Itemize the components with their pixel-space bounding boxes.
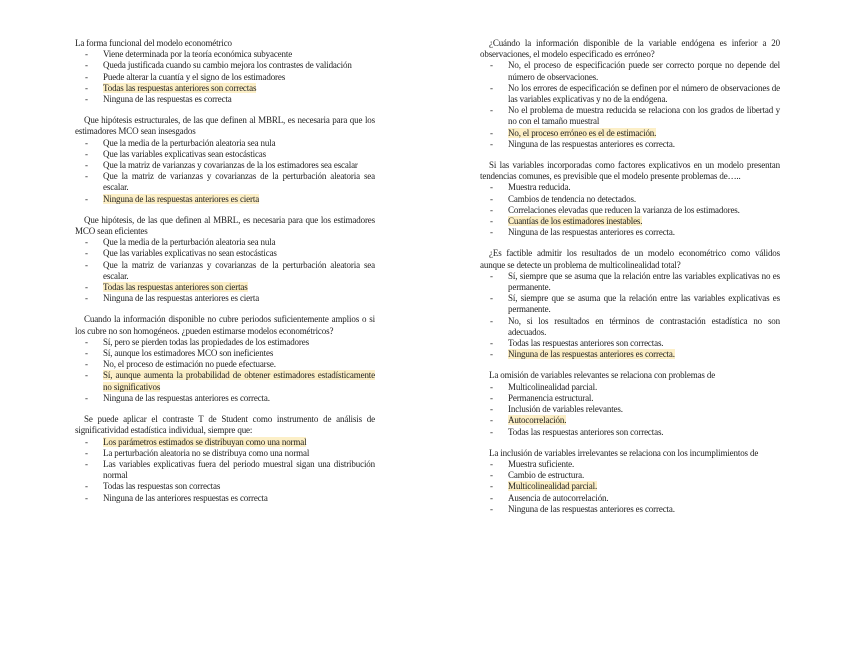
answer-option xyxy=(75,160,375,171)
answer-option-text: Todas las respuestas anteriores son correctas. xyxy=(508,426,664,437)
answer-option-text: Los parámetros estimados se distribuyan como una normal xyxy=(103,436,307,447)
answer-option-text: Autocorrelación. xyxy=(508,415,567,426)
answer-option-text: Todas las respuestas anteriores son ciertas xyxy=(103,282,248,293)
answer-option-text: Ninguna de las respuestas anteriores es correcta. xyxy=(508,503,675,514)
answer-option-highlighted xyxy=(75,194,375,205)
answer-option-text: Inclusión de variables relevantes. xyxy=(508,404,623,415)
left-column xyxy=(75,38,375,514)
answer-option xyxy=(75,359,375,370)
answer-option-highlighted xyxy=(75,437,375,448)
question-text: La omisión de variables relevantes se relaciona con problemas de xyxy=(489,370,716,381)
answer-option xyxy=(75,348,375,359)
answer-option-text: Ninguna de las respuestas anteriores es correcta. xyxy=(508,227,675,238)
answer-option xyxy=(75,459,375,481)
answer-option-highlighted xyxy=(480,216,780,227)
answer-option-text: Todas las respuestas son correctas xyxy=(103,481,221,492)
answer-option xyxy=(480,382,780,393)
answer-list xyxy=(75,49,375,105)
question-block xyxy=(480,370,780,437)
answer-option-text: Cambios de tendencia no detectados. xyxy=(508,193,636,204)
answer-option xyxy=(75,260,375,282)
answer-option xyxy=(75,293,375,304)
question-block xyxy=(480,448,780,515)
answer-option xyxy=(480,293,780,315)
answer-option-text: Que la matriz de varianzas y covarianzas de la los estimadores sea escalar xyxy=(103,160,358,171)
question-block xyxy=(75,414,375,504)
answer-option xyxy=(75,94,375,105)
answer-option xyxy=(480,393,780,404)
question-text: Si las variables incorporadas como factores explicativos en un modelo presentan tendencias comunes, es previsible que el modelo presente problemas de….. xyxy=(480,160,780,182)
answer-option-text: Todas las respuestas anteriores son correctas. xyxy=(508,338,664,349)
question-text: La forma funcional del modelo econométrico xyxy=(75,38,232,48)
answer-option-text: Ninguna de las respuestas anteriores es correcta. xyxy=(508,349,675,360)
answer-option-text: Ninguna de las respuestas anteriores es cierta xyxy=(103,293,260,304)
question-block xyxy=(480,38,780,150)
answer-option-text: Sí, pero se pierden todas las propiedades de los estimadores xyxy=(103,336,309,347)
answer-option-text: Que la matriz de varianzas y covarianzas de la perturbación aleatoria sea escalar. xyxy=(103,259,375,281)
answer-option xyxy=(480,105,780,127)
answer-option-text: Que las variables explicativas no sean estocásticas xyxy=(103,248,277,259)
answer-option xyxy=(480,470,780,481)
answer-option xyxy=(480,493,780,504)
answer-option xyxy=(75,337,375,348)
answer-option-text: Que la media de la perturbación aleatoria sea nula xyxy=(103,137,276,148)
answer-option xyxy=(75,49,375,60)
answer-option-text: Muestra suficiente. xyxy=(508,458,575,469)
answer-option-text: Multicolinealidad parcial. xyxy=(508,381,598,392)
answer-option-text: Cambio de estructura. xyxy=(508,470,585,481)
answer-option xyxy=(480,205,780,216)
answer-option xyxy=(75,248,375,259)
answer-option-text: Las variables explicativas fuera del periodo muestral sigan una distribución normal xyxy=(103,458,375,481)
answer-option-text: Permanencia estructural. xyxy=(508,392,594,403)
answer-option xyxy=(480,427,780,438)
answer-option-text: Muestra reducida. xyxy=(508,182,571,193)
answer-option-text: Ninguna de las respuestas anteriores es correcta. xyxy=(103,392,270,403)
answer-option-highlighted xyxy=(480,349,780,360)
question-block xyxy=(75,38,375,105)
answer-option-text: Ninguna de las anteriores respuestas es correcta xyxy=(103,492,268,503)
answer-option xyxy=(75,237,375,248)
answer-option xyxy=(75,493,375,504)
answer-list xyxy=(75,337,375,404)
answer-option-text: Sí, aunque los estimadores MCO son ineficientes xyxy=(103,348,274,359)
answer-list xyxy=(480,382,780,438)
question-block xyxy=(75,215,375,305)
answer-option-text: Que la matriz de varianzas y covarianzas de la perturbación aleatoria sea escalar. xyxy=(103,171,375,193)
answer-option-text: Correlaciones elevadas que reducen la varianza de los estimadores. xyxy=(508,204,740,215)
answer-option xyxy=(480,139,780,150)
answer-option-text: Puede alterar la cuantía y el signo de los estimadores xyxy=(103,71,286,82)
answer-option-text: Sí, aunque aumenta la probabilidad de obtener estimadores estadísticamente no significativos xyxy=(103,370,375,392)
answer-option xyxy=(75,149,375,160)
right-column xyxy=(480,38,780,525)
question-text: La inclusión de variables irrelevantes se relaciona con los incumplimientos de xyxy=(489,447,759,458)
answer-list xyxy=(480,459,780,515)
answer-option-text: Sí, siempre que se asuma que la relación entre las variables explicativas es permanente. xyxy=(508,293,780,315)
answer-option-text: No los errores de especificación se definen por el número de observaciones de las variables explicativas y no de la endógena. xyxy=(508,82,780,105)
answer-option xyxy=(480,338,780,349)
question-text: Que hipótesis, de las que definen al MBRL, es necesaria para que los estimadores MCO sean eficientes xyxy=(75,214,375,237)
answer-list xyxy=(480,182,780,238)
answer-option-highlighted xyxy=(75,370,375,392)
question-block xyxy=(75,314,375,404)
answer-option-text: No, si los resultados en términos de contrastación estadística no son adecuados. xyxy=(508,315,780,337)
answer-option-text: Ninguna de las respuestas es correcta xyxy=(103,94,232,105)
answer-option xyxy=(480,271,780,293)
answer-option-text: Ninguna de las respuestas anteriores es cierta xyxy=(103,193,260,204)
answer-option-text: Sí, siempre que se asuma que la relación entre las variables explicativas no es permanente. xyxy=(508,270,780,293)
answer-option-highlighted xyxy=(75,282,375,293)
answer-option-text: Multicolinealidad parcial. xyxy=(508,481,598,492)
answer-list xyxy=(75,138,375,205)
answer-option xyxy=(75,60,375,71)
question-text: Que hipótesis estructurales, de las que definen al MBRL, es necesaria para que los estimadores MCO sean insesgados xyxy=(75,115,375,137)
answer-list xyxy=(480,271,780,361)
answer-option-text: No el problema de muestra reducida se relaciona con los grados de libertad y no con el tamaño muestral xyxy=(508,105,780,127)
answer-option xyxy=(75,448,375,459)
answer-option xyxy=(75,481,375,492)
answer-option xyxy=(480,459,780,470)
answer-option-text: Ausencia de autocorrelación. xyxy=(508,492,609,503)
answer-option-text: Queda justificada cuando su cambio mejora los contrastes de validación xyxy=(103,60,352,71)
question-block xyxy=(480,160,780,238)
answer-option xyxy=(480,316,780,338)
answer-option-text: Ninguna de las respuestas anteriores es correcta. xyxy=(508,138,675,149)
answer-option xyxy=(75,393,375,404)
answer-option-highlighted xyxy=(480,415,780,426)
question-text: ¿Cuándo la información disponible de la variable endógena es inferior a 20 observaciones, el modelo especificado es erróneo? xyxy=(480,38,780,60)
question-block xyxy=(480,248,780,360)
answer-option xyxy=(75,72,375,83)
answer-option-text: No, el proceso erróneo es el de estimación. xyxy=(508,127,657,138)
answer-option-text: La perturbación aleatoria no se distribuya como una normal xyxy=(103,447,310,458)
answer-option-text: Viene determinada por la teoría económica subyacente xyxy=(103,49,293,60)
answer-option-text: No, el proceso de especificación puede ser correcto porque no depende del número de observaciones. xyxy=(508,60,780,82)
question-text: Se puede aplicar el contraste T de Student como instrumento de análisis de significatividad estadística individual, siempre que: xyxy=(75,414,375,436)
answer-option xyxy=(480,83,780,105)
answer-option-highlighted xyxy=(75,83,375,94)
answer-option xyxy=(480,227,780,238)
question-text: Cuando la información disponible no cubre periodos suficientemente amplios o si los cubre no son homogéneos. ¿pueden estimarse modelos econométricos? xyxy=(75,314,375,336)
answer-option-text: Todas las respuestas anteriores son correctas xyxy=(103,82,257,93)
answer-option-text: Cuantías de los estimadores inestables. xyxy=(508,216,643,227)
answer-option xyxy=(480,194,780,205)
answer-list xyxy=(75,237,375,304)
answer-option-highlighted xyxy=(480,481,780,492)
answer-list xyxy=(480,60,780,150)
question-text: ¿Es factible admitir los resultados de un modelo econométrico como válidos aunque se detecte un problema de multicolinealidad total? xyxy=(480,248,780,270)
answer-option-text: Que las variables explicativas sean estocásticas xyxy=(103,148,266,159)
answer-option-highlighted xyxy=(480,128,780,139)
answer-option xyxy=(480,404,780,415)
answer-option-text: No, el proceso de estimación no puede efectuarse. xyxy=(103,359,276,370)
answer-option xyxy=(75,138,375,149)
answer-option-text: Que la media de la perturbación aleatoria sea nula xyxy=(103,237,276,248)
answer-option xyxy=(480,504,780,515)
answer-option xyxy=(480,182,780,193)
answer-list xyxy=(75,437,375,504)
question-block xyxy=(75,115,375,205)
answer-option xyxy=(480,60,780,82)
answer-option xyxy=(75,171,375,193)
